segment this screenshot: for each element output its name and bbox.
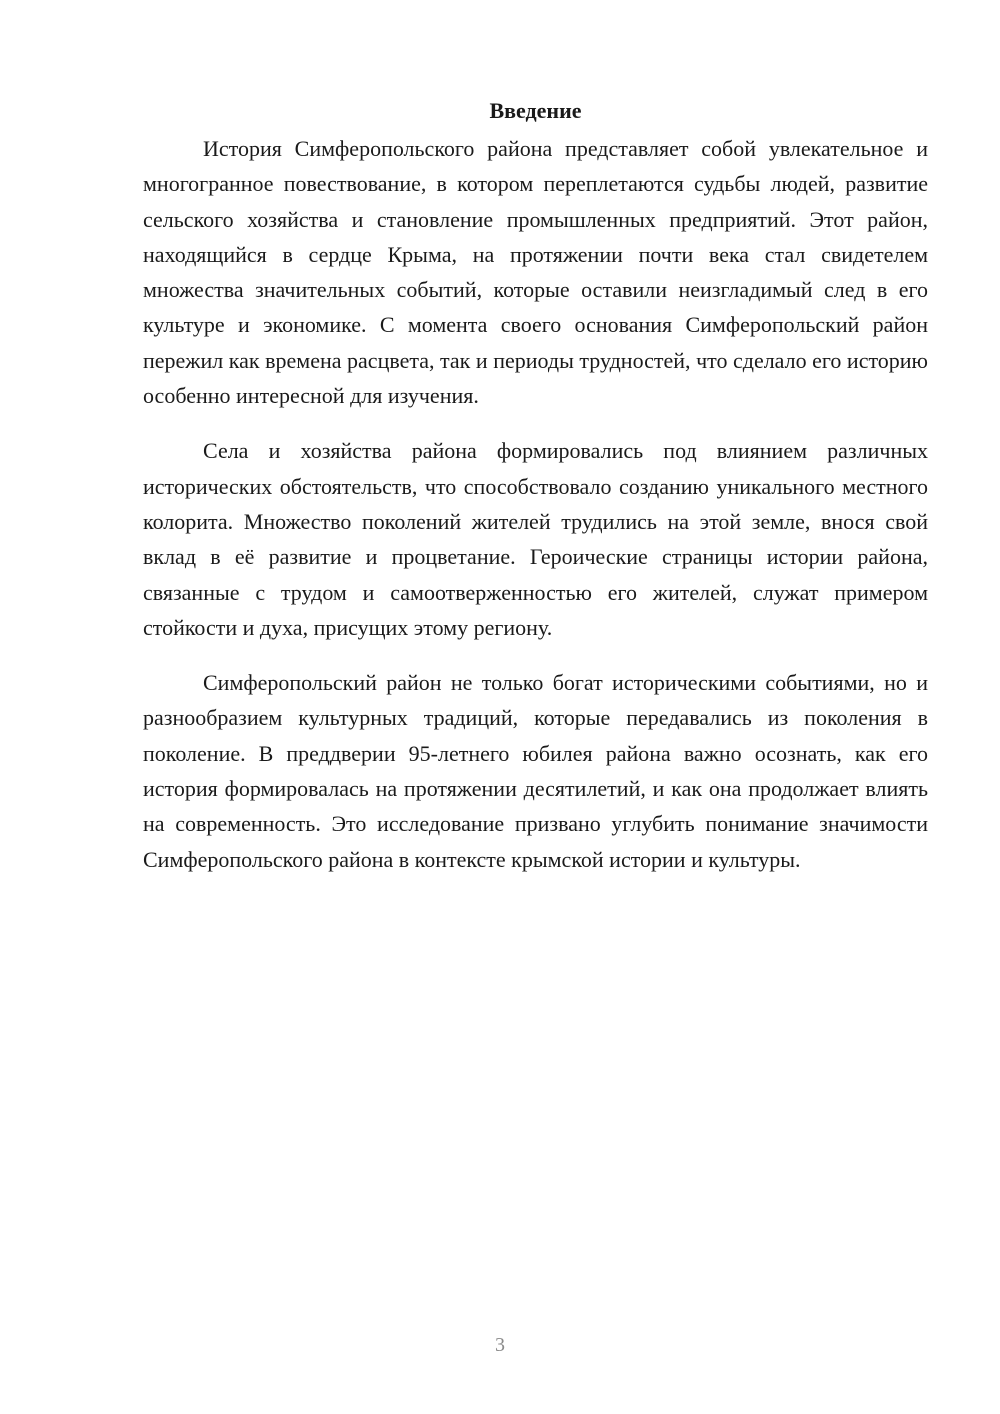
- document-page: [143, 96, 928, 877]
- paragraph-2: Села и хозяйства района формировались под влиянием различных исторических обстоятельств, что способствовало созданию уникального местного колорита. Множество поколений жителей трудились на этой земле, внося свой вклад в её развитие и процветание. Героические страницы истории района, связанные с трудом и самоотверженностью его жителей, служат примером стойкости и духа, присущих этому региону.: [143, 438, 928, 640]
- section-title: Введение: [489, 98, 582, 123]
- paragraph-3: Симферопольский район не только богат историческими событиями, но и разнообразием культурных традиций, которые передавались из поколения в поколение. В преддверии 95-летнего юбилея района важно осознать, как его история формировалась на протяжении десятилетий, и как она продолжает влиять на современность. Это исследование призвано углубить понимание значимости Симферопольского района в контексте крымской истории и культуры.: [143, 670, 928, 872]
- page-number: 3: [495, 1334, 505, 1356]
- paragraph-1: История Симферопольского района представляет собой увлекательное и многогранное повествование, в котором переплетаются судьбы людей, развитие сельского хозяйства и становление промышленных предприятий. Этот район, находящийся в сердце Крыма, на протяжении почти века стал свидетелем множества значительных событий, которые оставили неизгладимый след в его культуре и экономике. С момента своего основания Симферопольский район пережил как времена расцвета, так и периоды трудностей, что сделало его историю особенно интересной для изучения.: [143, 136, 928, 409]
